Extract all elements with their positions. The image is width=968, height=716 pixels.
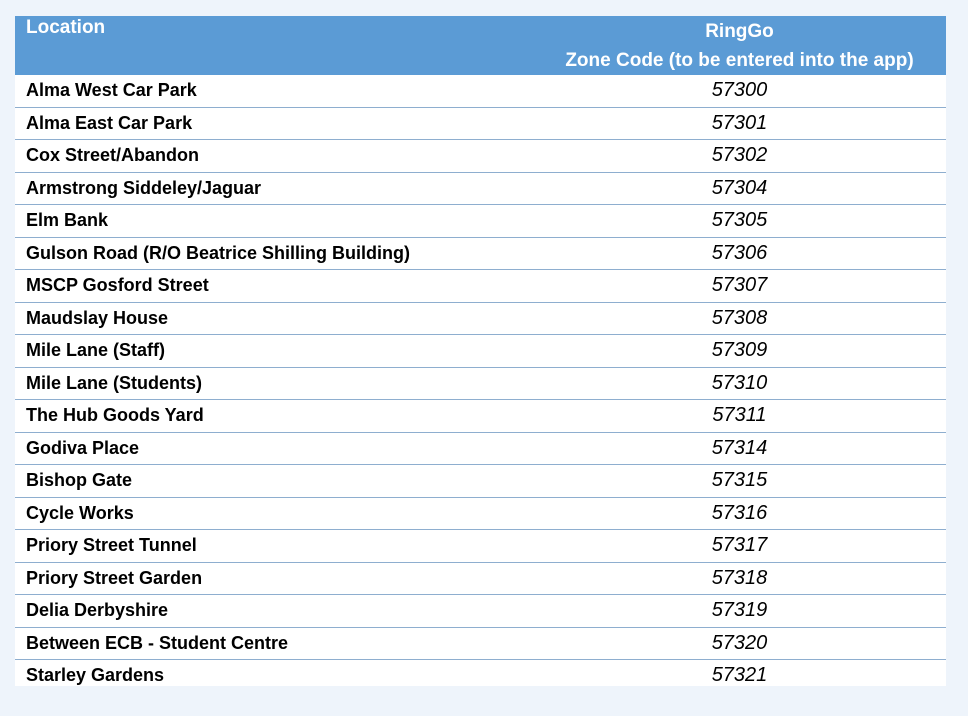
location-cell: MSCP Gosford Street <box>15 270 533 303</box>
zone-code-cell: 57305 <box>533 205 946 238</box>
table-row <box>15 367 946 400</box>
zone-code-cell: 57319 <box>533 595 946 628</box>
zone-code-header-line2: Zone Code (to be entered into the app) <box>565 50 914 71</box>
zone-code-cell: 57301 <box>533 107 946 140</box>
location-cell: Alma East Car Park <box>15 107 533 140</box>
zone-code-cell: 57308 <box>533 302 946 335</box>
location-cell: Maudslay House <box>15 302 533 335</box>
table-row <box>15 432 946 465</box>
table-row <box>15 465 946 498</box>
zone-code-cell: 57302 <box>533 140 946 173</box>
table-header <box>15 16 946 75</box>
table-row <box>15 530 946 563</box>
zone-code-cell: 57318 <box>533 562 946 595</box>
location-cell: Cycle Works <box>15 497 533 530</box>
location-cell: Armstrong Siddeley/Jaguar <box>15 172 533 205</box>
location-cell: Priory Street Garden <box>15 562 533 595</box>
zone-code-cell: 57321 <box>533 660 946 687</box>
location-cell: Mile Lane (Staff) <box>15 335 533 368</box>
header-row <box>15 16 946 75</box>
location-cell: Starley Gardens <box>15 660 533 687</box>
table-row <box>15 75 946 107</box>
location-column-header: Location <box>15 16 533 75</box>
location-cell: Priory Street Tunnel <box>15 530 533 563</box>
table-row <box>15 627 946 660</box>
zone-code-cell: 57317 <box>533 530 946 563</box>
table-row <box>15 497 946 530</box>
zone-code-cell: 57316 <box>533 497 946 530</box>
location-cell: Bishop Gate <box>15 465 533 498</box>
location-cell: Alma West Car Park <box>15 75 533 107</box>
zone-code-header-line1: RingGo <box>705 21 774 42</box>
table-row <box>15 237 946 270</box>
zone-code-cell: 57309 <box>533 335 946 368</box>
table-row <box>15 302 946 335</box>
table-row <box>15 562 946 595</box>
zone-code-cell: 57320 <box>533 627 946 660</box>
location-cell: Elm Bank <box>15 205 533 238</box>
table-row <box>15 400 946 433</box>
location-cell: Between ECB - Student Centre <box>15 627 533 660</box>
zone-code-cell: 57315 <box>533 465 946 498</box>
zone-code-table <box>15 16 946 686</box>
zone-code-cell: 57304 <box>533 172 946 205</box>
zone-code-column-header <box>533 16 946 75</box>
table-row <box>15 140 946 173</box>
table-row <box>15 660 946 687</box>
zone-code-table-container <box>15 16 946 686</box>
location-cell: Godiva Place <box>15 432 533 465</box>
zone-code-cell: 57311 <box>533 400 946 433</box>
table-row <box>15 107 946 140</box>
table-row <box>15 205 946 238</box>
location-cell: Cox Street/Abandon <box>15 140 533 173</box>
zone-code-cell: 57310 <box>533 367 946 400</box>
location-cell: Gulson Road (R/O Beatrice Shilling Building) <box>15 237 533 270</box>
table-body <box>15 75 946 686</box>
table-row <box>15 172 946 205</box>
zone-code-cell: 57300 <box>533 75 946 107</box>
table-row <box>15 335 946 368</box>
table-row <box>15 270 946 303</box>
location-cell: Mile Lane (Students) <box>15 367 533 400</box>
zone-code-cell: 57307 <box>533 270 946 303</box>
zone-code-cell: 57306 <box>533 237 946 270</box>
table-row <box>15 595 946 628</box>
zone-code-cell: 57314 <box>533 432 946 465</box>
location-cell: The Hub Goods Yard <box>15 400 533 433</box>
location-cell: Delia Derbyshire <box>15 595 533 628</box>
